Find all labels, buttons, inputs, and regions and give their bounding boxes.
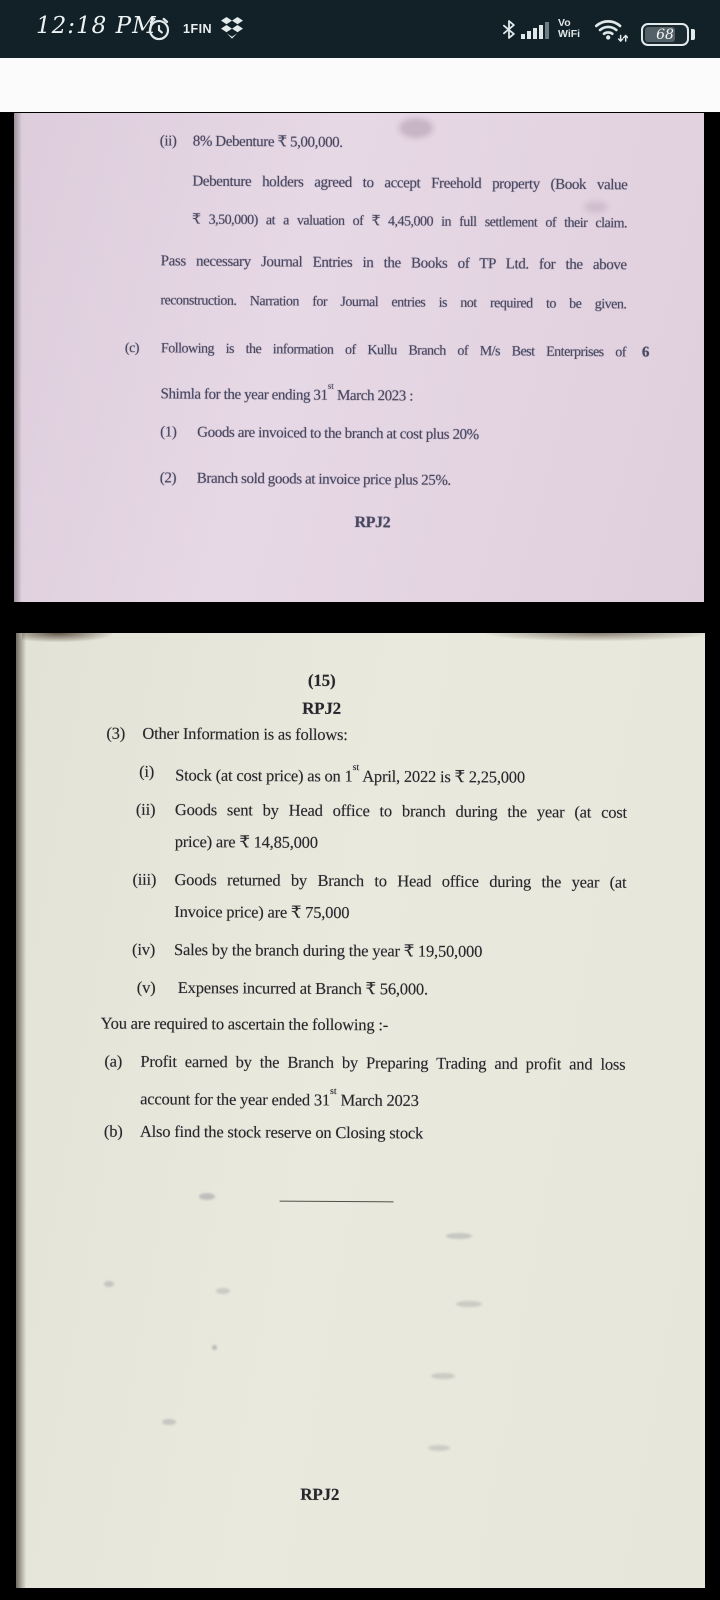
page1-line-sub1 bbox=[160, 423, 479, 446]
list-marker: (ii) bbox=[135, 799, 156, 819]
line-text: Invoice price) are ₹ 75,000 bbox=[174, 901, 350, 923]
page2-line-i bbox=[139, 761, 525, 788]
line-text: Goods sent by Head office to branch during the year (at cost bbox=[174, 799, 627, 822]
photo-smudge bbox=[104, 1281, 114, 1287]
list-marker: (3) bbox=[106, 723, 126, 743]
line-text: Other Information is as follows: bbox=[142, 723, 348, 745]
ordinal-sup: st bbox=[330, 1085, 337, 1097]
page2-line-b bbox=[103, 1121, 424, 1144]
line-text: March 2023 : bbox=[333, 387, 414, 405]
line-text: Also find the stock reserve on Closing stock bbox=[139, 1121, 424, 1143]
list-marker: (iii) bbox=[132, 869, 157, 889]
line-text: You are required to ascertain the following :- bbox=[100, 1013, 389, 1035]
alarm-clock-icon bbox=[146, 16, 172, 42]
line-text: Debenture holders agreed to accept Freehold property (Book value bbox=[192, 173, 628, 194]
page2-line-iii-1 bbox=[132, 869, 627, 893]
wifi-icon bbox=[594, 18, 628, 44]
document-page-1[interactable] bbox=[14, 113, 704, 602]
page1-footer-code bbox=[302, 512, 442, 534]
vowifi-line1: Vo bbox=[558, 17, 571, 29]
line-text: account for the year ended 31 bbox=[140, 1089, 331, 1110]
photo-smudge bbox=[199, 1193, 215, 1200]
page2-line-v bbox=[136, 977, 428, 1000]
line-text: Stock (at cost price) as on 1 bbox=[175, 765, 353, 786]
doc-code: RPJ2 bbox=[302, 698, 342, 718]
page2-line-iv bbox=[132, 939, 483, 962]
page1-para1-line2 bbox=[192, 210, 627, 235]
ordinal-sup: st bbox=[352, 762, 360, 774]
bluetooth-icon bbox=[502, 20, 516, 39]
page1-text-layer bbox=[14, 113, 704, 602]
line-text: March 2023 bbox=[336, 1090, 419, 1110]
status-bar[interactable] bbox=[0, 0, 720, 58]
page1-line-item-ii bbox=[159, 132, 343, 154]
marks-badge: 6 bbox=[641, 344, 650, 361]
page-number: (15) bbox=[307, 670, 336, 690]
list-marker: (2) bbox=[159, 470, 177, 487]
line-text: Goods returned by Branch to Head office during the year (at bbox=[174, 869, 627, 892]
page2-line-iii-2 bbox=[174, 901, 349, 923]
doc-code: RPJ2 bbox=[354, 513, 391, 532]
page2-line-a-2 bbox=[140, 1085, 419, 1111]
doc-code: RPJ2 bbox=[300, 1484, 340, 1504]
page2-line-a-1 bbox=[104, 1051, 626, 1075]
line-text: price) are ₹ 14,85,000 bbox=[174, 831, 318, 852]
page1-line-item-c-2 bbox=[160, 379, 413, 407]
list-marker: (a) bbox=[104, 1051, 123, 1071]
battery-terminal bbox=[691, 29, 695, 40]
page2-line-ii-1 bbox=[135, 799, 627, 823]
list-marker: (iv) bbox=[132, 939, 156, 959]
line-text: Expenses incurred at Branch ₹ 56,000. bbox=[177, 977, 428, 999]
line-text: Following is the information of Kullu Branch of M/s Best Enterprises of bbox=[160, 341, 626, 361]
line-text: Sales by the branch during the year ₹ 19,50,000 bbox=[174, 939, 483, 961]
line-text: Pass necessary Journal Entries in the Books of TP Ltd. for the above bbox=[160, 253, 627, 274]
line-text: April, 2022 is ₹ 2,25,000 bbox=[359, 766, 525, 787]
page1-line-item-c bbox=[124, 338, 650, 363]
notification-app-label: 1FIN bbox=[183, 22, 213, 36]
battery-percent: 68 bbox=[656, 26, 674, 43]
vowifi-indicator bbox=[558, 18, 580, 40]
page2-line-item3 bbox=[106, 723, 348, 745]
photo-smudge bbox=[431, 1373, 455, 1379]
photo-smudge bbox=[162, 1419, 176, 1425]
status-clock: 12:18 PM bbox=[36, 13, 157, 39]
list-marker: (v) bbox=[136, 977, 156, 997]
ordinal-sup: st bbox=[327, 380, 334, 391]
page2-footer-code bbox=[250, 1483, 390, 1505]
list-marker: (b) bbox=[103, 1121, 123, 1141]
photo-smudge bbox=[428, 1445, 450, 1451]
list-marker: (ii) bbox=[159, 133, 177, 150]
list-marker: (c) bbox=[124, 340, 140, 357]
line-text: Shimla for the year ending 31 bbox=[160, 386, 328, 404]
photo-smudge bbox=[456, 1301, 482, 1307]
page1-para2-line1 bbox=[161, 251, 627, 276]
page2-requirement-intro bbox=[101, 1013, 389, 1036]
page2-number bbox=[252, 669, 392, 691]
line-text: Profit earned by the Branch by Preparing Trading and profit and loss bbox=[140, 1051, 626, 1074]
page1-para2-line2 bbox=[160, 290, 626, 315]
line-text: ₹ 3,50,000) at a valuation of ₹ 4,45,000 in full settlement of their claim. bbox=[192, 212, 628, 232]
page2-header-code bbox=[251, 697, 391, 719]
battery-icon bbox=[641, 23, 689, 46]
page1-para1-line1 bbox=[192, 172, 627, 197]
line-text: 8% Debenture ₹ 5,00,000. bbox=[192, 133, 343, 151]
stacked-layers-icon bbox=[220, 16, 244, 40]
photo-smudge bbox=[446, 1233, 472, 1239]
white-gap-strip bbox=[0, 58, 720, 112]
page2-text-layer bbox=[16, 633, 705, 1588]
vowifi-line2: WiFi bbox=[558, 28, 581, 40]
document-page-2[interactable] bbox=[16, 633, 705, 1588]
list-marker: (1) bbox=[160, 424, 177, 441]
list-marker: (i) bbox=[139, 761, 155, 781]
page1-line-sub2 bbox=[159, 469, 451, 492]
line-text: Branch sold goods at invoice price plus 25%. bbox=[196, 470, 451, 489]
signal-strength-icon bbox=[521, 21, 551, 39]
page2-line-ii-2 bbox=[175, 831, 318, 853]
photo-smudge bbox=[212, 1345, 217, 1350]
answer-rule-line bbox=[280, 1201, 394, 1203]
photo-smudge bbox=[216, 1288, 230, 1294]
line-text: Goods are invoiced to the branch at cost plus 20% bbox=[197, 424, 479, 444]
line-text: reconstruction. Narration for Journal entries is not required to be given. bbox=[160, 293, 627, 313]
